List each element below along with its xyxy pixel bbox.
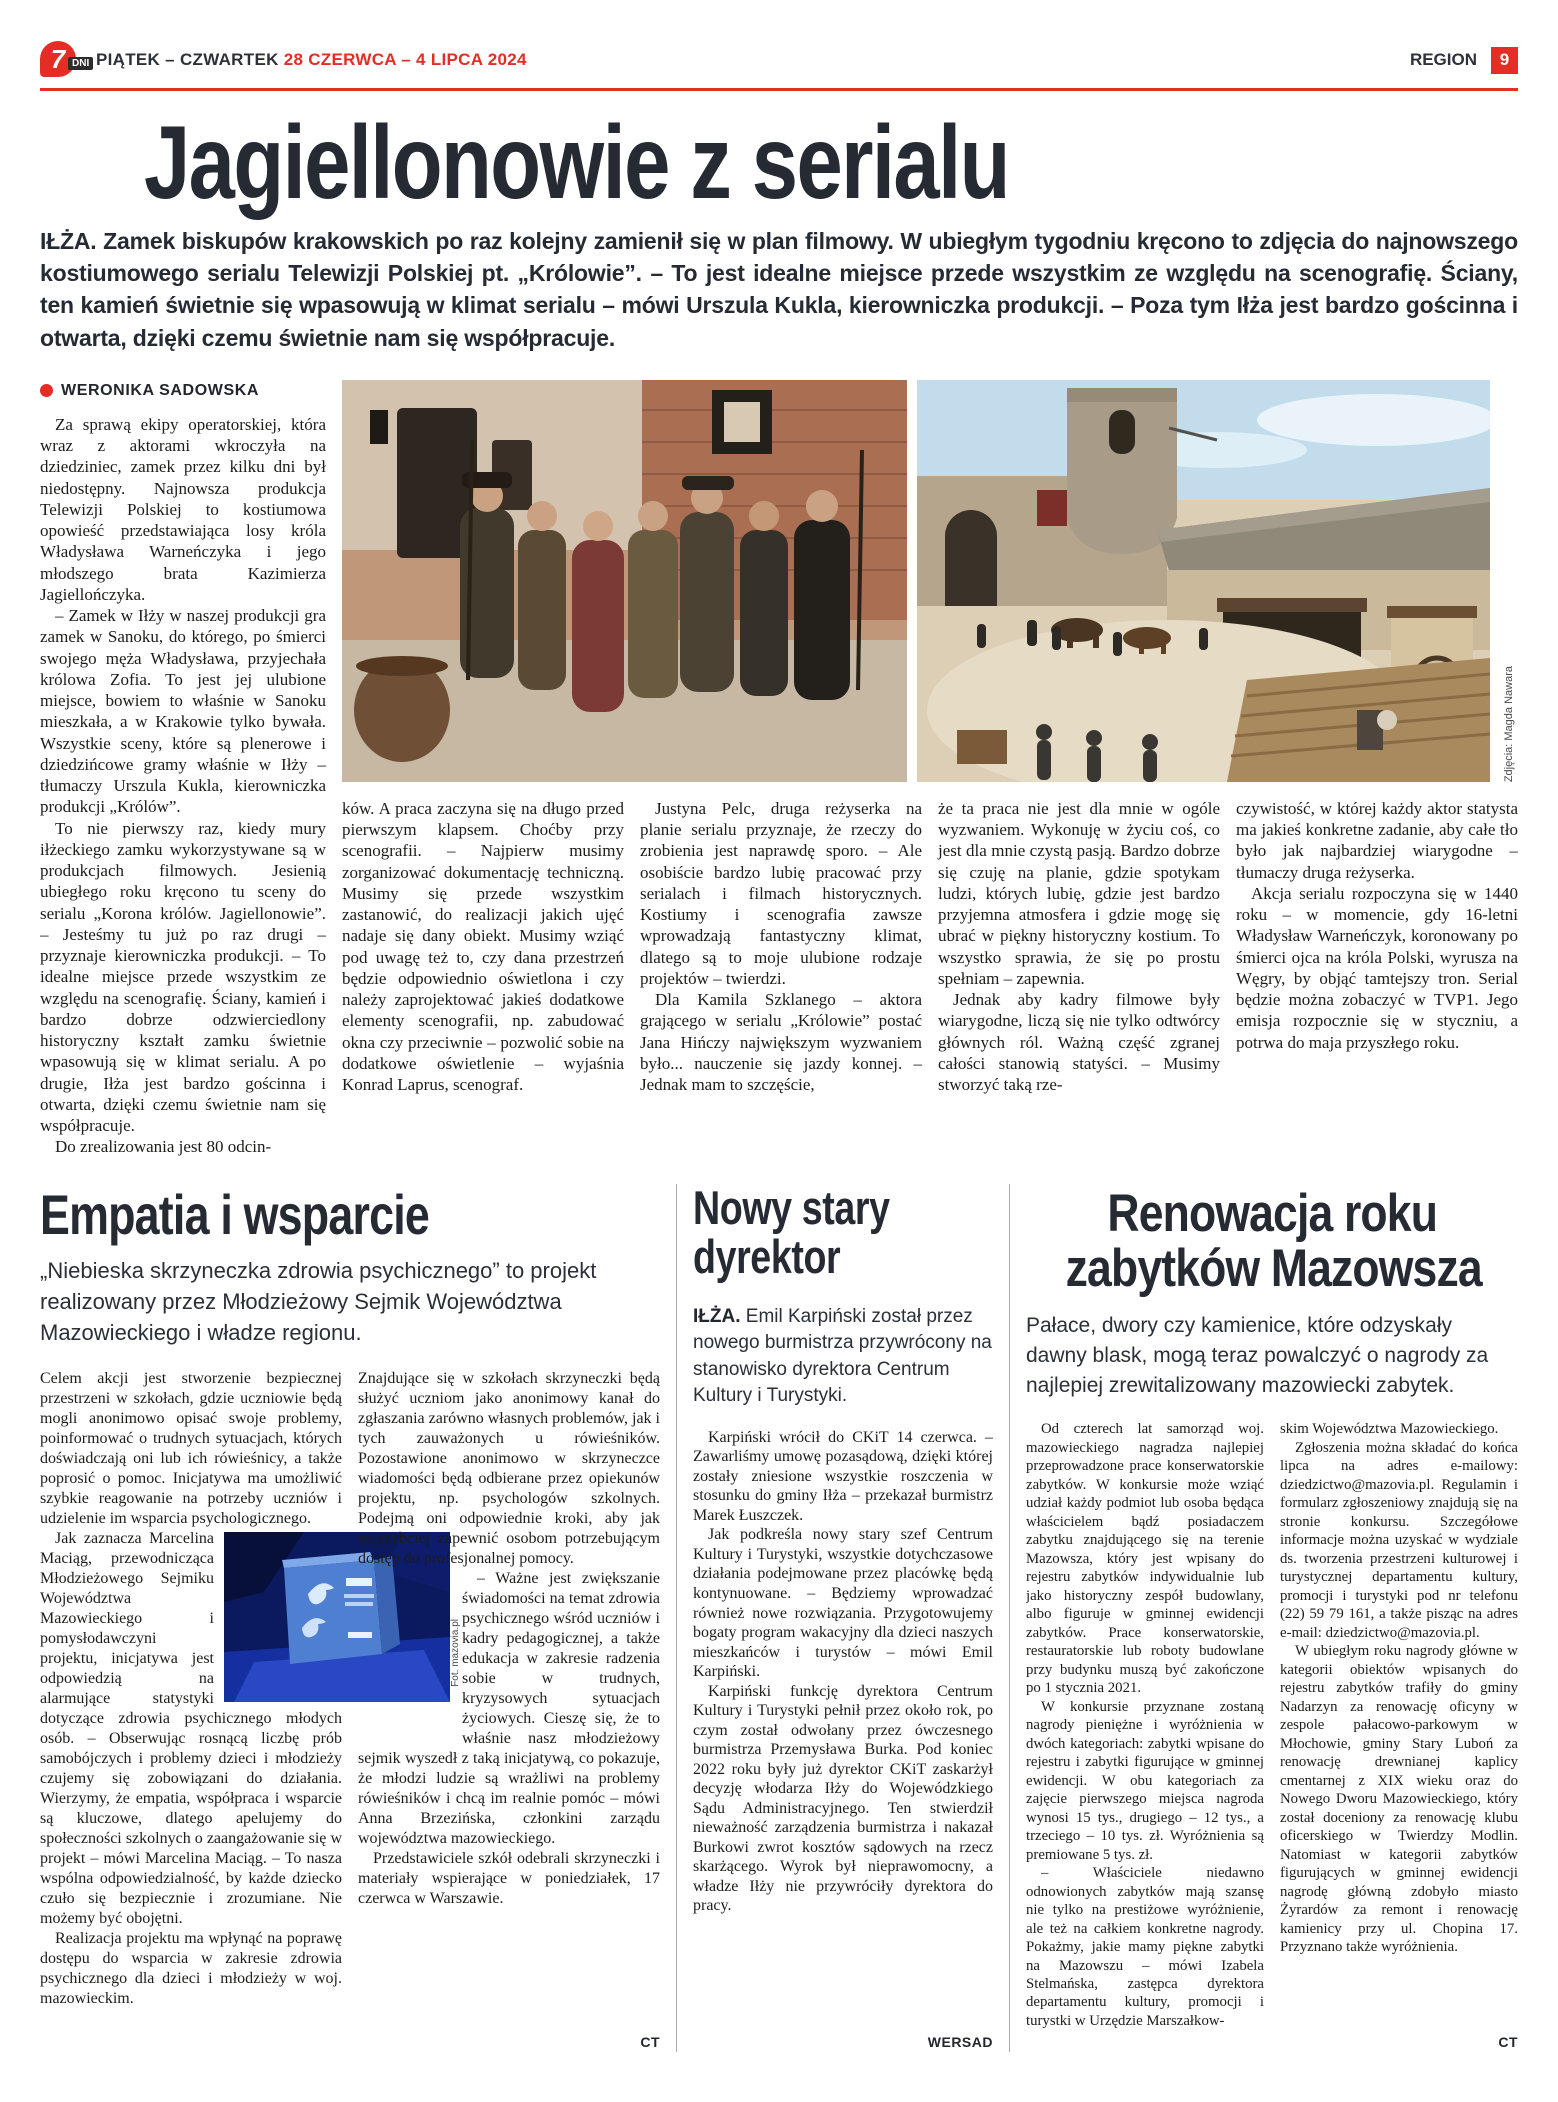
empathy-standfirst: „Niebieska skrzyneczka zdrowia psychicznego” to projekt realizowany przez Młodzieżowy Sejmik Województwa Mazowieckiego i władze regionu. <box>40 1257 597 1346</box>
byline <box>40 382 326 400</box>
paragraph <box>358 1569 660 1849</box>
main-col2-text <box>342 798 624 1142</box>
director-headline-line2: dyrektor <box>693 1229 841 1283</box>
logo-number: 7 <box>40 41 76 77</box>
empathy-column-b <box>358 1369 660 2009</box>
paragraph: Justyna Pelc, druga reżyserka na planie serialu przyznaje, że rzeczy do zrobienia jest naprawdę sporo. – Ale osobiście bardzo lubię pracować przy serialach i filmach historycznych. Kostiumy i scenografia zawsze wprowadzają fantastyczny klimat, dlatego są to moje ulubione rodzaje projektów – twierdzi. <box>640 798 922 988</box>
paragraph: że ta praca nie jest dla mnie w ogóle wyzwaniem. Wykonuję w życiu coś, co jest dla mnie czystą pasją. Bardzo dobrze się czuję na planie, gdzie spotykam ludzi, których lubię, gdzie jest bardzo przyjemna atmosfera i gdzie mogę się ubrać w piękny historyczny kostium. To wszystko sprawia, że się po prostu spełniam – zapewnia. <box>938 798 1220 988</box>
paragraph: W ubiegłym roku nagrody główne w kategorii obiektów wpisanych do rejestru zabytków trafiły do gminy Nadarzyn za renowację oficyny w zespole pałacowo-parkowym w Młochowie, gminy Stary Luboń za renowację drewnianej kaplicy cmentarnej z XIX wieku oraz do Nowego Dworu Mazowieckiego, który został doceniony za renowację klubu oficerskiego w Twierdzy Modlin. Natomiast w kategorii zabytków figurujących w gminnej ewidencji nagrodę główną zdobyło miasto Żyrardów za remont i renowację kamienicy przy ul. Chopina 17. Przyznano także wyróżnienia. <box>1280 1643 1518 1956</box>
paragraph: Jednak aby kadry filmowe były wiarygodne, liczą się nie tylko odtwórcy głównych ról. Ważną część zgranej całości stanowią statyści. – Musimy stworzyć taką rze- <box>938 990 1220 1094</box>
renovation-headline <box>1026 1183 1518 1299</box>
column-slug-left: CT <box>640 2033 660 2050</box>
lead-location-tag: IŁŻA. <box>40 228 97 254</box>
renovation-standfirst: Pałace, dwory czy kamienice, które odzyskały dawny blask, mogą teraz powalczyć o nagrody za najlepiej zrewitalizowany mazowiecki zabytek. <box>1026 1314 1489 1397</box>
main-col4-text <box>938 798 1220 1142</box>
paragraph: Jak podkreśla nowy stary szef Centrum Kultury i Turystyki, wszystkie dotychczasowe działania podejmowane przez placówkę będą kontynuowane. – Będziemy wprowadzać również nowe rozwiązania. Przygotowujemy bogaty program wakacyjny dla dzieci naszych mieszkańców i turystów – mówi Emil Karpiński. <box>693 1526 993 1681</box>
actors-photo-illustration <box>342 380 907 782</box>
paragraph: To nie pierwszy raz, kiedy mury iłżeckiego zamku wykorzystywane są w produkcjach filmowych. Jesienią ubiegłego roku kręcono tu sceny do serialu „Korona królów. Jagiellonowie”. – Jesteśmy tu już po raz drugi – przyznaje kierowniczka produkcji. – To idealne miejsce przede wszystkim ze względu na scenografię. Ściany, kamień i bardzo dobrze odzwierciedlony historyczny kształt zamku świetnie wpasowują się w klimat serialu. A po drugie, Iłża jest bardzo gościnna i otwarta, dzięki czemu świetnie nam się współpracuje. <box>40 818 326 1135</box>
bottom-section <box>40 1184 1518 2052</box>
paragraph <box>40 1529 461 1929</box>
article-director <box>693 1184 993 2052</box>
page-number-badge: 9 <box>1491 47 1518 74</box>
director-headline <box>693 1184 993 1282</box>
empathy-body <box>40 1369 660 2009</box>
paragraph: Znajdujące się w szkołach skrzyneczki będą służyć uczniom jako anonimowy kanał do zgłaszania zarówno własnych problemów, jak i tych zauważonych u rówieśników. Pozostawione anonimowo w skrzyneczce wiadomości będą odbierane przez opiekunów projektu, np. psychologów szkolnych. Podejmą oni odpowiednie kroki, aby jak najszybciej zapewnić osobom potrzebującym dostęp do profesjonalnej pomocy. <box>358 1369 660 1567</box>
paragraph: Akcja serialu rozpoczyna się w 1440 roku – w momencie, gdy 16-letni Władysław Warneńczyk, koronowany po śmierci ojca na króla Polski, wyrusza na Węgry, by objąć tamtejszy tron. Serial będzie można zobaczyć w TVP1. Jego emisja rozpocznie się w styczniu, a potrwa do maja przyszłego roku. <box>1236 883 1518 1052</box>
castle-courtyard-photo <box>917 380 1490 782</box>
column-slug-right: CT <box>1498 2033 1518 2050</box>
main-col5-text <box>1236 798 1518 1142</box>
paragraph: ków. A praca zaczyna się na długo przed pierwszym klapsem. Choćby przy scenografii. – Najpierw musimy zorganizować dokumentację techniczną. Musimy się przede wszystkim zastanowić, do realizacji jakich ujęć nadaje się dany obiekt. Musimy wziąć pod uwagę też to, czy dana przestrzeń będzie odpowiednio oświetlona i czy należy zaprojektować jakieś dodatkowe elementy scenografii, np. zabudować okna czy przeciwnie – pozwolić sobie na dodatkowe oświetlenie – wyjaśnia Konrad Laprus, scenograf. <box>342 798 624 1094</box>
paragraph: W konkursie przyznane zostaną nagrody pieniężne i wyróżnienia w dwóch kategoriach: zabytki wpisane do rejestru i zabytki figurujące w gminnej ewidencji. W obu kategoriach za zajęcie pierwszego miejsca nagroda wynosi 15 tys., drugiego – 12 tys., a trzeciego – 10 tys. zł. Wyróżnienia są premiowane 5 tys. zł. <box>1026 1698 1264 1863</box>
renovation-body <box>1026 1420 1518 2030</box>
courtyard-photo-illustration <box>917 380 1490 782</box>
main-article-right-area <box>342 380 1518 1158</box>
paragraph: – Właściciele niedawno odnowionych zabytków mają szansę nie tylko na prestiżowe wyróżnienie, ale też na całkiem konkretne nagrody. Pokażmy, jakie mamy piękne zabytki na Mazowszu – mówi Izabela Stelmańska, zastępca dyrektora departamentu kultury, promocji i turystki w Urzędzie Marszałkow- <box>1026 1865 1264 2029</box>
photo-row <box>342 380 1518 782</box>
author-name: WERONIKA SADOWSKA <box>61 381 260 399</box>
photo-credit-strip <box>1500 380 1518 782</box>
main-article-lower-columns <box>342 798 1518 1142</box>
article-empathy <box>40 1184 660 2052</box>
day-range: PIĄTEK – CZWARTEK <box>96 50 284 69</box>
main-article-first-column <box>40 380 326 1158</box>
byline-bullet-icon <box>40 384 53 397</box>
empathy-photo-credit: Fot. mazovia.pl <box>450 1618 461 1687</box>
paragraph: Dla Kamila Szklanego – aktora grającego w serialu „Królowie” postać Jana Hińczy największym wyzwaniem było... nauczenie się jazdy konnej. – Jednak mam to szczęście, <box>640 990 922 1094</box>
renovation-column-b <box>1280 1420 1518 2030</box>
empathy-headline-text: Empatia i wsparcie <box>40 1183 429 1246</box>
empathy-column-a <box>40 1369 461 2009</box>
vertical-divider <box>1009 1184 1010 2052</box>
paragraph: – Zamek w Iłży w naszej produkcji gra zamek w Sanoku, do którego, po śmierci swojego męża Władysława, przyjechała królowa Zofia. To jest jej ulubione miejsce, bowiem to właśnie w Sanoku mieszkała, a w Krakowie tylko bywała. Wszystkie sceny, które są plenerowe i dziedzińcowe gramy właśnie w Iłży – tłumaczy Urszula Kukla, kierowniczka produkcji „Królów”. <box>40 606 326 817</box>
film-set-actors-photo <box>342 380 907 782</box>
issue-dates <box>96 50 527 70</box>
paragraph: skim Województwa Mazowieckiego. <box>1280 1421 1499 1438</box>
date-range: 28 CZERWCA – 4 LIPCA 2024 <box>283 50 527 69</box>
main-col3-text <box>640 798 922 1142</box>
director-body <box>693 1428 993 1916</box>
paragraph: Karpiński wrócił do CKiT 14 czerwca. – Zawarliśmy umowę pozasądową, dzięki której zostały zniesione wszystkie roszczenia w stosunku do gminy Iłża – przekazał burmistrz Marek Łuszczek. <box>693 1428 993 1524</box>
renovation-headline-line1: Renowacja roku <box>1107 1183 1437 1243</box>
photo-credit: Zdjęcia: Magda Nawara <box>1503 665 1515 782</box>
main-lead <box>40 225 1518 354</box>
paragraph: Karpiński funkcję dyrektora Centrum Kultury i Turystyki pełnił przez około rok, po czym został odwołany przez ówczesnego burmistrza Przemysława Burka. Pod koniec 2022 roku były już dyrektor CKiT zaskarżył decyzję włodarza Iłży do Wojewódzkiego Sądu Administracyjnego. Ten stwierdził nieważność zarządzenia burmistrza i nakazał Burkowi zwrot kosztów sądowych na rzecz skarżącego. Wyrok był nieprawomocny, a władze Iłży nie przywróciły dyrektora do pracy. <box>693 1682 993 1915</box>
logo-badge: DNI <box>68 57 93 70</box>
section-label: REGION <box>1409 50 1477 69</box>
vertical-divider <box>676 1184 677 2052</box>
article-renovation <box>1026 1184 1518 2052</box>
paragraph: Zgłoszenia można składać do końca lipca na adres e-mailowy: dziedzictwo@mazovia.pl. Regulamin i formularz zgłoszeniowy znajdują się na stronie konkursu. Szczegółowe informacje można uzyskać w wydziale ds. tworzenia przestrzeni kulturowej i turystycznej departamentu kultury, promocji i turystyki pod nr telefonu (22) 59 79 161, a także pisząc na adres e-mail: dziedzictwo@mazovia.pl. <box>1280 1439 1518 1641</box>
column-slug-middle: WERSAD <box>927 2033 993 2050</box>
director-headline-line1: Nowy stary <box>693 1183 890 1234</box>
main-article <box>40 380 1518 1158</box>
paragraph: czywistość, w której każdy aktor statysta ma jakieś konkretne zadanie, aby całe tło było jak najbardziej wiarygodne – tłumaczy druga reżyserka. <box>1236 798 1518 882</box>
paragraph: Realizacja projektu ma wpłynąć na poprawę dostępu do wsparcia w zakresie zdrowia psychicznego dla dzieci i młodzieży w woj. mazowieckim. <box>40 1929 342 2007</box>
paragraph: Za sprawą ekipy operatorskiej, która wraz z aktorami wkroczyła na dziedziniec, zamek przez kilku dni był niedostępny. Najnowsza produkcja Telewizji Polskiej to kostiumowa opowieść przedstawiająca losy króla Władysława Warneńczyka i jego młodszego brata Kazimierza Jagiellończyka. <box>40 414 326 604</box>
paragraph: Od czterech lat samorząd woj. mazowieckiego nagradza najlepiej przeprowadzone prace konserwatorskie zabytków. W konkursie może wziąć udział każdy podmiot lub osoba będąca właścicielem bądź posiadaczem zabytku znajdującego się na terenie Mazowsza, który jest wpisany do rejestru zabytków indywidualnie lub jako historyczny zespół budowlany, albo figuruje w gminnej ewidencji zabytków. Prace konserwatorskie, restauratorskie lub roboty budowlane przy budynku muszą być zakończone po 1 stycznia 2021. <box>1026 1421 1264 1697</box>
paragraph: Celem akcji jest stworzenie bezpiecznej przestrzeni w szkołach, gdzie uczniowie będą mogli anonimowo opisać swoje problemy, poinformować o trudnych sytuacjach, których doświadczają oni lub ich rówieśnicy, a także poprosić o pomoc. Inicjatywa ma umożliwić szybkie reagowanie na potrzeby uczniów i udzielenie im wsparcia psychologicznego. <box>40 1369 342 1527</box>
paragraph-text: Jak zaznacza Marcelina Maciąg, przewodnicząca Młodzieżowego Sejmiku Województwa Mazowieckiego i pomysłodawczyni projektu, inicjatywa jest odpowiedzią na alarmujące statystyki dotyczące zdrowia psychicznego młodych osób. – Obserwując rosnącą liczbę prób samobójczych i problemy dzieci i młodzieży czujemy się zobowiązani do działania. Wierzymy, że empatia, współpraca i wsparcie są kluczowe, dlatego apelujemy do społeczności szkolnych o zaangażowanie się w projekt – mówi Marcelina Maciąg. – To nasza wspólna odpowiedzialność, by każde dziecko czuło się bezpiecznie i zrozumiane. Nie możemy być obojętni. <box>40 1529 342 1927</box>
main-headline <box>144 105 1518 221</box>
photo-wrap-spacer <box>358 1569 452 1745</box>
main-col1-text <box>40 414 326 1158</box>
paragraph: Przedstawiciele szkół odebrali skrzyneczki i materiały wspierające w poniedziałek, 17 czerwca w Warszawie. <box>358 1849 660 1907</box>
director-location-tag: IŁŻA. <box>693 1305 741 1327</box>
empathy-headline <box>40 1183 660 1246</box>
seven-dni-logo-icon <box>40 41 96 79</box>
director-lead-text: Emil Karpiński został przez nowego burmistrza przywrócony na stanowisko dyrektora Centrum Kultury i Turystyki. <box>693 1305 992 1407</box>
lead-text: Zamek biskupów krakowskich po raz kolejny zamienił się w plan filmowy. W ubiegłym tygodniu kręcono to zdjęcia do najnowszego kostiumowego serialu Telewizji Polskiej pt. „Królowie”. – To jest idealne miejsce przede wszystkim ze względu na scenografię. Ściany, ten kamień świetnie się wpasowują w klimat serialu – mówi Urszula Kukla, kierowniczka produkcji. – Poza tym Iłża jest bardzo gościnna i otwarta, dzięki czemu świetnie nam się współpracuje. <box>40 228 1518 351</box>
paragraph-text: – Ważne jest zwiększanie świadomości na temat zdrowia psychicznego wśród uczniów i kadry pedagogicznej, a także edukacja w zakresie radzenia sobie w trudnych, kryzysowych sytuacjach życiowych. Cieszę się, że to właśnie nasz młodzieżowy sejmik wyszedł z taką inicjatywą, co pokazuje, że młodzi ludzie są wrażliwi na problemy rówieśników i chcą im realnie pomóc – mówi Anna Brzezińska, członkini zarządu województwa mazowieckiego. <box>358 1569 660 1847</box>
paragraph: Do zrealizowania jest 80 odcin- <box>55 1137 272 1157</box>
renovation-headline-line2: zabytków Mazowsza <box>1065 1239 1482 1299</box>
director-standfirst <box>693 1304 993 1410</box>
main-headline-text: Jagiellonowie z serialu <box>144 105 1009 221</box>
page-header <box>40 40 1518 91</box>
renovation-column-a <box>1026 1420 1264 2030</box>
